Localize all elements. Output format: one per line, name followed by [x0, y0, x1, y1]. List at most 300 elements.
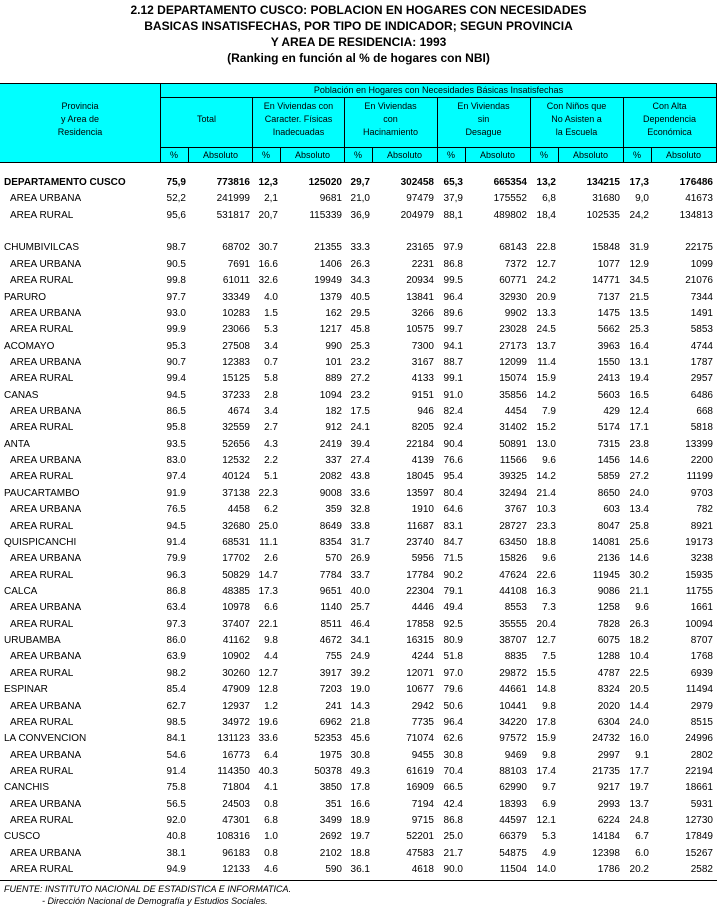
- abs-cell: 13399: [685, 438, 713, 450]
- abs-cell: 489802: [493, 209, 527, 221]
- pct-cell: 19.4: [629, 373, 649, 385]
- pct-cell: 88.7: [443, 356, 463, 368]
- abs-cell: 11494: [685, 684, 713, 696]
- pct-cell: 9.6: [635, 602, 649, 614]
- row-label: CANAS: [4, 389, 39, 401]
- pct-cell: 25.7: [350, 602, 370, 614]
- abs-cell: 35856: [499, 389, 527, 401]
- abs-cell: 7372: [504, 258, 527, 270]
- pct-cell: 21.4: [536, 487, 556, 499]
- abs-cell: 9651: [319, 585, 342, 597]
- table-row: [0, 290, 717, 306]
- abs-cell: 40124: [222, 471, 250, 483]
- column-header-line: Con Alta: [652, 101, 687, 111]
- pct-cell: 33.8: [350, 520, 370, 532]
- pct-cell: 24.9: [350, 651, 370, 663]
- abs-cell: 6075: [597, 635, 620, 647]
- abs-cell: 8205: [411, 422, 434, 434]
- pct-cell: 45.6: [350, 733, 370, 745]
- abs-cell: 10978: [222, 602, 250, 614]
- abs-cell: 7300: [411, 340, 434, 352]
- row-label: AREA RURAL: [10, 471, 74, 483]
- abs-cell: 590: [325, 864, 342, 876]
- abs-cell: 10441: [499, 700, 527, 712]
- abs-cell: 115339: [309, 209, 342, 221]
- pct-cell: 39.2: [350, 667, 370, 679]
- abs-cell: 17784: [406, 569, 434, 581]
- pct-cell: 23.2: [350, 389, 370, 401]
- abs-cell: 8649: [319, 520, 342, 532]
- abs-cell: 18045: [406, 471, 434, 483]
- pct-cell: 10.3: [536, 504, 556, 516]
- row-label: AREA RURAL: [10, 716, 74, 728]
- pct-cell: 99.4: [166, 373, 186, 385]
- abs-cell: 5853: [690, 324, 713, 336]
- abs-cell: 1491: [690, 307, 713, 319]
- pct-cell: 86.8: [443, 815, 463, 827]
- abs-cell: 33349: [222, 291, 250, 303]
- pct-cell: 84.1: [166, 733, 186, 745]
- pct-cell: 50.6: [443, 700, 463, 712]
- pct-cell: 16.5: [629, 389, 649, 401]
- table-row: [0, 764, 717, 780]
- abs-subheader: Absoluto: [572, 150, 609, 160]
- table-row: [0, 437, 717, 453]
- row-label: AREA URBANA: [10, 504, 82, 516]
- header-subcol-line: [160, 147, 717, 148]
- abs-cell: 11199: [686, 471, 713, 483]
- column-divider: [530, 97, 531, 163]
- pct-cell: 4.6: [264, 864, 278, 876]
- pct-cell: 21.8: [350, 716, 370, 728]
- abs-cell: 665354: [493, 177, 527, 188]
- abs-cell: 11504: [499, 864, 527, 876]
- pct-cell: 82.4: [443, 406, 463, 418]
- abs-cell: 8553: [504, 602, 527, 614]
- pct-cell: 21.5: [629, 291, 649, 303]
- header-group-underline: [160, 97, 717, 98]
- column-header-1: [252, 100, 345, 139]
- abs-cell: 2082: [319, 471, 342, 483]
- pct-cell: 25.3: [350, 340, 370, 352]
- pct-cell: 19.0: [350, 684, 370, 696]
- abs-cell: 11945: [592, 569, 620, 581]
- abs-cell: 6224: [597, 815, 620, 827]
- pct-cell: 18,4: [536, 209, 556, 221]
- pct-cell: 16.0: [629, 733, 649, 745]
- abs-cell: 6486: [690, 389, 713, 401]
- table-row: [0, 600, 717, 616]
- pct-cell: 80.9: [443, 635, 463, 647]
- pct-cell: 90.5: [166, 258, 186, 270]
- abs-cell: 8707: [690, 635, 713, 647]
- pct-cell: 6,8: [542, 193, 556, 205]
- abs-cell: 12099: [499, 356, 527, 368]
- pct-cell: 95,6: [166, 209, 186, 221]
- abs-cell: 2231: [411, 258, 434, 270]
- abs-cell: 1975: [319, 749, 342, 761]
- abs-cell: 22194: [685, 765, 713, 777]
- abs-cell: 4133: [411, 373, 434, 385]
- pct-cell: 33.6: [350, 487, 370, 499]
- pct-cell: 14.2: [536, 471, 556, 483]
- table-row: [0, 551, 717, 567]
- abs-cell: 2997: [597, 749, 620, 761]
- pct-cell: 1.5: [264, 307, 278, 319]
- pct-cell: 94.5: [166, 520, 186, 532]
- abs-subheader: Absoluto: [665, 150, 702, 160]
- pct-cell: 2.2: [264, 455, 278, 467]
- pct-cell: 90.4: [443, 438, 463, 450]
- row-label: DEPARTAMENTO CUSCO: [4, 177, 126, 188]
- pct-cell: 6.0: [635, 847, 649, 859]
- abs-cell: 8511: [320, 618, 342, 630]
- abs-cell: 16315: [406, 635, 434, 647]
- row-label: AREA URBANA: [10, 193, 82, 205]
- abs-cell: 6939: [690, 667, 713, 679]
- table-row: [0, 666, 717, 682]
- pct-cell: 36,9: [350, 209, 370, 221]
- pct-cell: 51.8: [443, 651, 463, 663]
- abs-cell: 12730: [685, 815, 713, 827]
- pct-cell: 93.5: [166, 438, 186, 450]
- abs-cell: 1475: [597, 307, 620, 319]
- abs-cell: 47624: [499, 569, 527, 581]
- pct-cell: 13.0: [536, 438, 556, 450]
- abs-cell: 66379: [499, 831, 527, 843]
- stub-header: [0, 100, 160, 139]
- abs-subheader: Absoluto: [294, 150, 331, 160]
- abs-cell: 182: [325, 406, 342, 418]
- row-label: PAUCARTAMBO: [4, 487, 80, 499]
- row-label: CALCA: [4, 585, 38, 597]
- abs-cell: 32559: [222, 422, 250, 434]
- abs-cell: 21735: [592, 765, 620, 777]
- abs-cell: 24503: [222, 798, 250, 810]
- pct-cell: 75.8: [166, 782, 186, 794]
- abs-cell: 16773: [222, 749, 250, 761]
- abs-cell: 2200: [690, 455, 713, 467]
- abs-cell: 175552: [493, 193, 527, 205]
- pct-cell: 11.4: [537, 356, 556, 368]
- abs-cell: 47301: [222, 815, 250, 827]
- abs-cell: 241: [325, 700, 342, 712]
- pct-cell: 17.3: [258, 585, 278, 597]
- pct-cell: 20,7: [258, 209, 278, 221]
- pct-cell: 98.7: [166, 242, 186, 254]
- table-row: [0, 682, 717, 698]
- abs-cell: 9151: [411, 389, 434, 401]
- pct-cell: 12.7: [536, 635, 556, 647]
- row-label: AREA RURAL: [10, 324, 74, 336]
- pct-cell: 86.5: [166, 406, 186, 418]
- abs-cell: 337: [325, 455, 342, 467]
- pct-cell: 40.0: [350, 585, 370, 597]
- abs-cell: 21355: [314, 242, 342, 254]
- pct-cell: 22.5: [629, 667, 649, 679]
- pct-cell: 12.1: [536, 815, 556, 827]
- abs-cell: 2136: [597, 553, 620, 565]
- pct-cell: 16.6: [258, 258, 278, 270]
- pct-cell: 97.3: [166, 618, 186, 630]
- pct-cell: 94.9: [166, 864, 186, 876]
- pct-cell: 1.2: [264, 700, 278, 712]
- pct-cell: 5.3: [542, 831, 556, 843]
- abs-cell: 52353: [314, 733, 342, 745]
- pct-cell: 91.9: [166, 487, 186, 499]
- subcolumn-divider: [465, 147, 466, 163]
- abs-cell: 32680: [222, 520, 250, 532]
- abs-cell: 7344: [690, 291, 713, 303]
- table-row: [0, 208, 717, 224]
- abs-cell: 1140: [320, 602, 342, 614]
- column-divider: [437, 97, 438, 163]
- pct-cell: 26.3: [629, 618, 649, 630]
- row-label: ANTA: [4, 438, 30, 450]
- pct-cell: 66.5: [443, 782, 463, 794]
- abs-cell: 125020: [308, 177, 342, 188]
- column-header-line: En Viviendas con: [263, 101, 334, 111]
- pct-cell: 16.4: [629, 340, 649, 352]
- abs-cell: 1787: [690, 356, 713, 368]
- pct-cell: 7.9: [542, 406, 556, 418]
- pct-cell: 4.9: [542, 847, 556, 859]
- row-label: AREA RURAL: [10, 209, 74, 221]
- pct-cell: 27.2: [350, 373, 370, 385]
- pct-cell: 22.1: [258, 618, 278, 630]
- abs-cell: 60771: [499, 275, 527, 287]
- abs-cell: 7784: [319, 569, 342, 581]
- abs-cell: 21076: [685, 275, 713, 287]
- abs-cell: 62990: [499, 782, 527, 794]
- abs-cell: 18393: [499, 798, 527, 810]
- pct-cell: 63.9: [166, 651, 186, 663]
- pct-subheader: %: [446, 150, 455, 160]
- header-bottom-border: [0, 162, 717, 163]
- pct-cell: 63.4: [166, 602, 186, 614]
- abs-cell: 27173: [499, 340, 527, 352]
- abs-cell: 28727: [499, 520, 527, 532]
- pct-cell: 33.6: [258, 733, 278, 745]
- pct-cell: 13,2: [536, 177, 556, 188]
- abs-cell: 2802: [690, 749, 713, 761]
- table-row: [0, 535, 717, 551]
- abs-cell: 27508: [222, 340, 250, 352]
- pct-cell: 0.8: [264, 798, 278, 810]
- abs-cell: 31680: [592, 193, 620, 205]
- table-row: [0, 420, 717, 436]
- pct-cell: 99.5: [443, 275, 463, 287]
- pct-cell: 97.4: [166, 471, 186, 483]
- table-row: [0, 469, 717, 485]
- group-header: Población en Hogares con Necesidades Básicas Insatisfechas: [313, 85, 564, 95]
- pct-cell: 91.0: [443, 389, 463, 401]
- pct-cell: 18.8: [350, 847, 370, 859]
- pct-cell: 14.2: [536, 389, 556, 401]
- abs-cell: 3963: [597, 340, 620, 352]
- pct-cell: 95.8: [166, 422, 186, 434]
- pct-cell: 2.7: [264, 422, 278, 434]
- abs-cell: 4446: [411, 602, 434, 614]
- abs-cell: 22175: [685, 242, 713, 254]
- abs-cell: 23028: [499, 324, 527, 336]
- pct-cell: 0.7: [264, 356, 278, 368]
- row-label: AREA URBANA: [10, 553, 82, 565]
- table-row: [0, 486, 717, 502]
- abs-cell: 23165: [406, 242, 434, 254]
- pct-cell: 92.5: [443, 618, 463, 630]
- abs-cell: 1550: [597, 356, 620, 368]
- pct-cell: 24,2: [629, 209, 649, 221]
- abs-cell: 50378: [314, 765, 342, 777]
- pct-cell: 4.0: [264, 291, 278, 303]
- pct-cell: 26.3: [350, 258, 370, 270]
- row-label: AREA RURAL: [10, 864, 74, 876]
- pct-cell: 22.8: [536, 242, 556, 254]
- abs-cell: 2419: [319, 438, 342, 450]
- row-label: AREA URBANA: [10, 700, 82, 712]
- pct-cell: 3.4: [264, 340, 278, 352]
- abs-cell: 24732: [592, 733, 620, 745]
- pct-cell: 99.9: [166, 324, 186, 336]
- abs-cell: 44108: [499, 585, 527, 597]
- pct-cell: 19.7: [350, 831, 370, 843]
- abs-cell: 13597: [406, 487, 434, 499]
- pct-cell: 12.4: [629, 406, 649, 418]
- abs-cell: 34972: [222, 716, 250, 728]
- abs-cell: 38707: [499, 635, 527, 647]
- pct-cell: 2.6: [264, 553, 278, 565]
- pct-cell: 30.7: [258, 242, 278, 254]
- pct-cell: 20.5: [629, 684, 649, 696]
- pct-cell: 13.1: [629, 356, 649, 368]
- pct-cell: 9.1: [635, 749, 649, 761]
- pct-cell: 24.8: [629, 815, 649, 827]
- abs-cell: 3266: [411, 307, 434, 319]
- abs-cell: 8515: [690, 716, 713, 728]
- column-divider: [344, 97, 345, 163]
- pct-cell: 30.8: [350, 749, 370, 761]
- abs-cell: 15848: [592, 242, 620, 254]
- pct-cell: 13.5: [629, 307, 649, 319]
- column-header-line: Inadecuadas: [272, 127, 325, 137]
- pct-cell: 99.8: [166, 275, 186, 287]
- table-title-line4: (Ranking en función al % de hogares con NBI): [227, 51, 490, 65]
- abs-cell: 1406: [319, 258, 342, 270]
- table-row: [0, 453, 717, 469]
- abs-cell: 9469: [504, 749, 527, 761]
- abs-subheader: Absoluto: [479, 150, 516, 160]
- abs-cell: 108316: [216, 831, 250, 843]
- row-label: AREA RURAL: [10, 667, 74, 679]
- pct-cell: 18.9: [350, 815, 370, 827]
- pct-cell: 1.0: [264, 831, 278, 843]
- abs-cell: 61011: [222, 275, 250, 287]
- pct-cell: 18.8: [536, 536, 556, 548]
- row-label: AREA RURAL: [10, 422, 74, 434]
- pct-cell: 17.5: [350, 406, 370, 418]
- abs-cell: 1661: [690, 602, 713, 614]
- pct-cell: 2.8: [264, 389, 278, 401]
- table-row: [0, 731, 717, 747]
- row-label: AREA URBANA: [10, 798, 82, 810]
- pct-cell: 64.6: [443, 504, 463, 516]
- row-label: AREA RURAL: [10, 569, 74, 581]
- abs-cell: 12383: [222, 356, 250, 368]
- row-label: CANCHIS: [4, 782, 50, 794]
- pct-cell: 88,1: [443, 209, 463, 221]
- pct-cell: 23.2: [350, 356, 370, 368]
- table-row: [0, 813, 717, 829]
- column-header-line: Con Niños que: [546, 101, 607, 111]
- abs-cell: 5603: [597, 389, 620, 401]
- abs-cell: 17849: [685, 831, 713, 843]
- abs-cell: 8354: [319, 536, 342, 548]
- stub-line: Residencia: [57, 127, 103, 137]
- abs-cell: 10575: [406, 324, 434, 336]
- abs-cell: 8324: [597, 684, 620, 696]
- pct-cell: 52,2: [166, 193, 186, 205]
- pct-cell: 93.0: [166, 307, 186, 319]
- pct-cell: 14.6: [629, 553, 649, 565]
- pct-cell: 9.6: [542, 455, 556, 467]
- pct-cell: 21.7: [443, 847, 463, 859]
- abs-cell: 2979: [690, 700, 713, 712]
- pct-cell: 38.1: [166, 847, 186, 859]
- pct-cell: 76.5: [166, 504, 186, 516]
- pct-cell: 6.9: [542, 798, 556, 810]
- abs-cell: 37407: [222, 618, 250, 630]
- abs-cell: 44661: [499, 684, 527, 696]
- abs-cell: 7203: [319, 684, 342, 696]
- table-row: [0, 829, 717, 845]
- pct-cell: 65,3: [443, 177, 463, 188]
- table-row: [0, 780, 717, 796]
- abs-cell: 241999: [216, 193, 250, 205]
- pct-cell: 30.2: [629, 569, 649, 581]
- abs-cell: 63450: [499, 536, 527, 548]
- pct-cell: 39.4: [350, 438, 370, 450]
- abs-cell: 44597: [499, 815, 527, 827]
- pct-cell: 23.3: [536, 520, 556, 532]
- row-label: ACOMAYO: [4, 340, 55, 352]
- pct-cell: 90.2: [443, 569, 463, 581]
- table-row: [0, 633, 717, 649]
- pct-cell: 96.4: [443, 291, 463, 303]
- abs-cell: 204979: [400, 209, 434, 221]
- abs-cell: 7828: [597, 618, 620, 630]
- pct-cell: 17.7: [629, 765, 649, 777]
- pct-cell: 16.3: [536, 585, 556, 597]
- pct-cell: 19.7: [629, 782, 649, 794]
- abs-cell: 134813: [679, 209, 713, 221]
- pct-cell: 36.1: [350, 864, 370, 876]
- table-title-line2: BASICAS INSATISFECHAS, POR TIPO DE INDICADOR; SEGUN PROVINCIA: [144, 19, 573, 33]
- row-label: QUISPICANCHI: [4, 536, 77, 548]
- pct-cell: 14.3: [350, 700, 370, 712]
- pct-cell: 9,0: [635, 193, 649, 205]
- column-divider: [252, 97, 253, 163]
- abs-cell: 68702: [222, 242, 250, 254]
- abs-cell: 20934: [406, 275, 434, 287]
- pct-cell: 45.8: [350, 324, 370, 336]
- pct-subheader: %: [539, 150, 548, 160]
- abs-cell: 603: [603, 504, 620, 516]
- abs-cell: 37233: [222, 389, 250, 401]
- abs-cell: 15074: [499, 373, 527, 385]
- column-header-line: Desague: [465, 127, 502, 137]
- abs-cell: 11687: [406, 520, 434, 532]
